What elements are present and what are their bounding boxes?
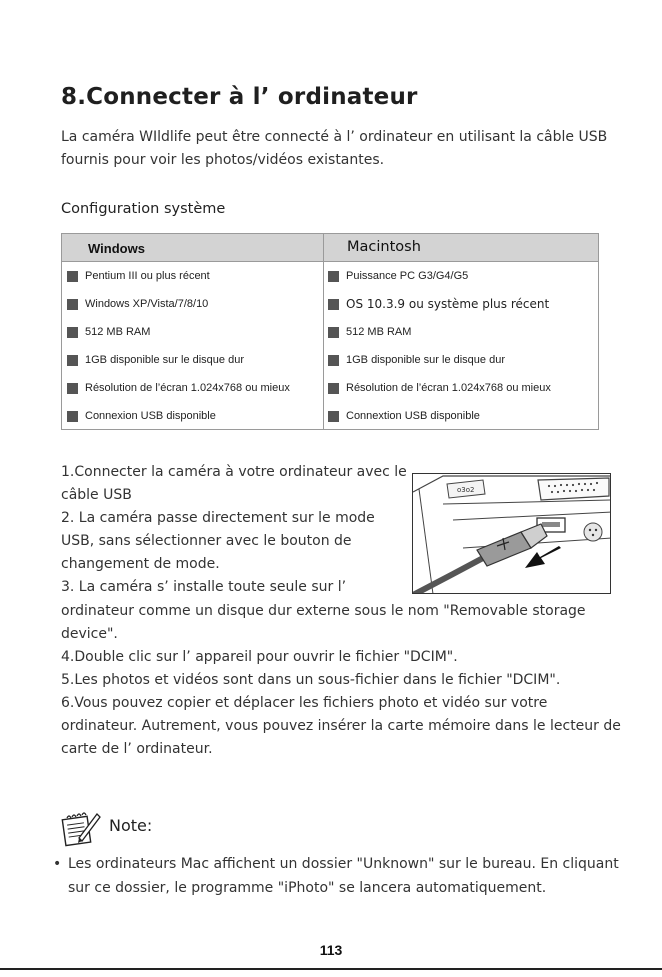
- step-5: 5.Les photos et vidéos sont dans un sous-fichier dans le fichier "DCIM".: [61, 671, 561, 688]
- bullet-square-icon: [67, 299, 78, 310]
- bullet-square-icon: [328, 411, 339, 422]
- bottom-rule: [0, 968, 662, 970]
- page-title: 8.Connecter à l’ ordinateur: [61, 84, 418, 110]
- step-3-start: 3. La caméra s’ installe toute seule sur l’: [61, 579, 347, 596]
- list-item: [328, 402, 551, 430]
- intro-paragraph: La caméra WIldlife peut être connecté à l’ ordinateur en utilisant la câble USB fournis pour voir les photos/vidéos existantes.: [61, 129, 608, 168]
- requirement-text: Résolution de l’écran 1.024x768 ou mieux: [346, 382, 551, 394]
- step-2: 2. La caméra passe directement sur le mode USB, sans sélectionner avec le bouton de changement de mode.: [61, 510, 375, 573]
- bullet-square-icon: [328, 299, 339, 310]
- note-label: Note:: [109, 816, 153, 835]
- list-item: [328, 346, 551, 374]
- list-item: [67, 290, 290, 318]
- note-pencil-icon: [61, 810, 101, 848]
- config-heading: Configuration système: [61, 201, 226, 217]
- bullet-square-icon: [67, 355, 78, 366]
- requirement-text: Connextion USB disponible: [346, 410, 480, 422]
- step-3-end: ordinateur comme un disque dur externe sous le nom "Removable storage device".: [61, 602, 586, 642]
- step-4: 4.Double clic sur l’ appareil pour ouvrir le fichier "DCIM".: [61, 648, 458, 665]
- bullet-square-icon: [67, 327, 78, 338]
- requirement-text: OS 10.3.9 ou système plus récent: [346, 297, 550, 311]
- bullet-square-icon: [328, 327, 339, 338]
- list-item: [328, 262, 551, 290]
- requirement-text: 1GB disponible sur le disque dur: [346, 354, 505, 366]
- requirement-text: Windows XP/Vista/7/8/10: [85, 298, 209, 310]
- bullet-dot-icon: •: [53, 856, 62, 872]
- list-item: [328, 290, 551, 318]
- step-1: 1.Connecter la caméra à votre ordinateur avec le câble USB: [61, 464, 407, 504]
- requirement-text: Résolution de l’écran 1.024x768 ou mieux: [85, 382, 290, 394]
- list-item: [67, 262, 290, 290]
- list-item: [67, 402, 290, 430]
- bullet-square-icon: [328, 355, 339, 366]
- table-header-row: [62, 234, 598, 262]
- list-item: [67, 346, 290, 374]
- bullet-square-icon: [328, 271, 339, 282]
- windows-column: [67, 262, 290, 430]
- bullet-square-icon: [328, 383, 339, 394]
- usb-plug-icon: [413, 474, 611, 594]
- mac-column: [328, 262, 551, 430]
- bullet-square-icon: [67, 411, 78, 422]
- step-6: 6.Vous pouvez copier et déplacer les fichiers photo et vidéo sur votre ordinateur. Autrement, vous pouvez insérer la carte mémoire dans le lecteur de carte de l’ ordinateur.: [61, 694, 621, 758]
- requirement-text: Connexion USB disponible: [85, 410, 216, 422]
- note-text: Les ordinateurs Mac affichent un dossier "Unknown" sur le bureau. En cliquant sur ce dossier, le programme "iPhoto" se lancera automatiquement.: [68, 856, 619, 896]
- list-item: [328, 374, 551, 402]
- requirement-text: 512 MB RAM: [85, 326, 151, 338]
- bullet-square-icon: [67, 383, 78, 394]
- column-divider: [323, 234, 324, 429]
- list-item: [328, 318, 551, 346]
- usb-connection-illustration: [412, 473, 611, 594]
- note-bullet: [53, 852, 623, 900]
- mac-header: Macintosh: [347, 239, 421, 255]
- list-item: [67, 374, 290, 402]
- bullet-square-icon: [67, 271, 78, 282]
- requirement-text: Pentium III ou plus récent: [85, 270, 210, 282]
- requirement-text: 512 MB RAM: [346, 326, 412, 338]
- page-number: 113: [319, 942, 343, 958]
- requirement-text: Puissance PC G3/G4/G5: [346, 270, 469, 282]
- requirement-text: 1GB disponible sur le disque dur: [85, 354, 244, 366]
- windows-header: Windows: [88, 241, 145, 256]
- list-item: [67, 318, 290, 346]
- requirements-table: [61, 233, 599, 430]
- port-label: o3o2: [457, 486, 475, 494]
